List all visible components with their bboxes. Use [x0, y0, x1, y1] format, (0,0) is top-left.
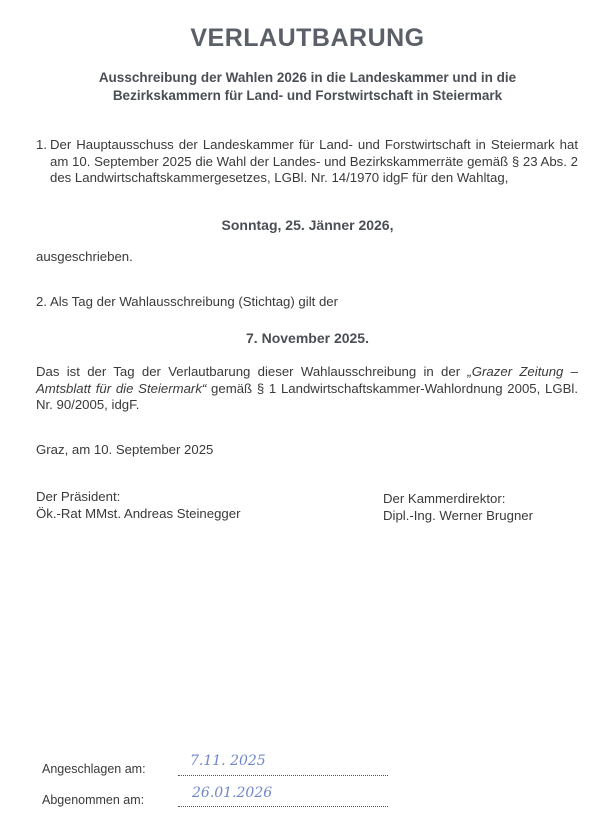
director-role: Der Kammerdirektor:: [383, 491, 506, 506]
section-2-paragraph: [36, 364, 578, 414]
section-1-paragraph: [36, 137, 578, 187]
election-date: Sonntag, 25. Jänner 2026,: [221, 217, 394, 233]
subtitle-line-1: Ausschreibung der Wahlen 2026 in die Landeskammer und in die: [98, 70, 517, 85]
section-1-text: Der Hauptausschuss der Landeskammer für Land- und Forstwirtschaft in Steiermark hat am 10. September 2025 die Wahl der Landes- und Bezirkskammerräte gemäß § 23 Abs. 2 des Landwirtschaftskammergesetzes, LGBl. Nr. 14/1970 idgF für den Wahltag,: [50, 137, 578, 185]
document-title: VERLAUTBARUNG: [190, 24, 425, 52]
reference-date: 7. November 2025.: [246, 330, 369, 346]
section-2-intro: [36, 294, 338, 309]
president-role: Der Präsident:: [36, 489, 121, 504]
director-name: Dipl.-Ing. Werner Brugner: [383, 508, 534, 523]
removed-label: Abgenommen am:: [42, 793, 145, 807]
subtitle-line-2: Bezirkskammern für Land- und Forstwirtschaft in Steiermark: [112, 88, 503, 103]
place-date: Graz, am 10. September 2025: [36, 442, 214, 457]
para-text-1: Das ist der Tag der Verlautbarung dieser Wahlausschreibung in der: [36, 364, 468, 379]
president-name: Ök.-Rat MMst. Andreas Steinegger: [36, 506, 241, 521]
removed-handwritten-date: 26.01.2026: [192, 785, 273, 801]
section-2-number: 2.: [36, 294, 47, 309]
posted-label: Angeschlagen am:: [42, 762, 146, 776]
para-text-2: gemäß § 1 Landwirtschaftskammer-Wahlordnung 2005, LGBl. Nr. 90/2005, idgF.: [36, 380, 578, 412]
posted-handwritten-date: 7.11. 2025: [190, 753, 266, 769]
section-1-number: 1.: [36, 137, 47, 152]
gazette-name: „Grazer Zeitung – Amtsblatt für die Steiermark“: [36, 364, 578, 396]
section-1-closing: ausgeschrieben.: [36, 249, 133, 264]
section-2-text: Als Tag der Wahlausschreibung (Stichtag) gilt der: [49, 294, 339, 309]
